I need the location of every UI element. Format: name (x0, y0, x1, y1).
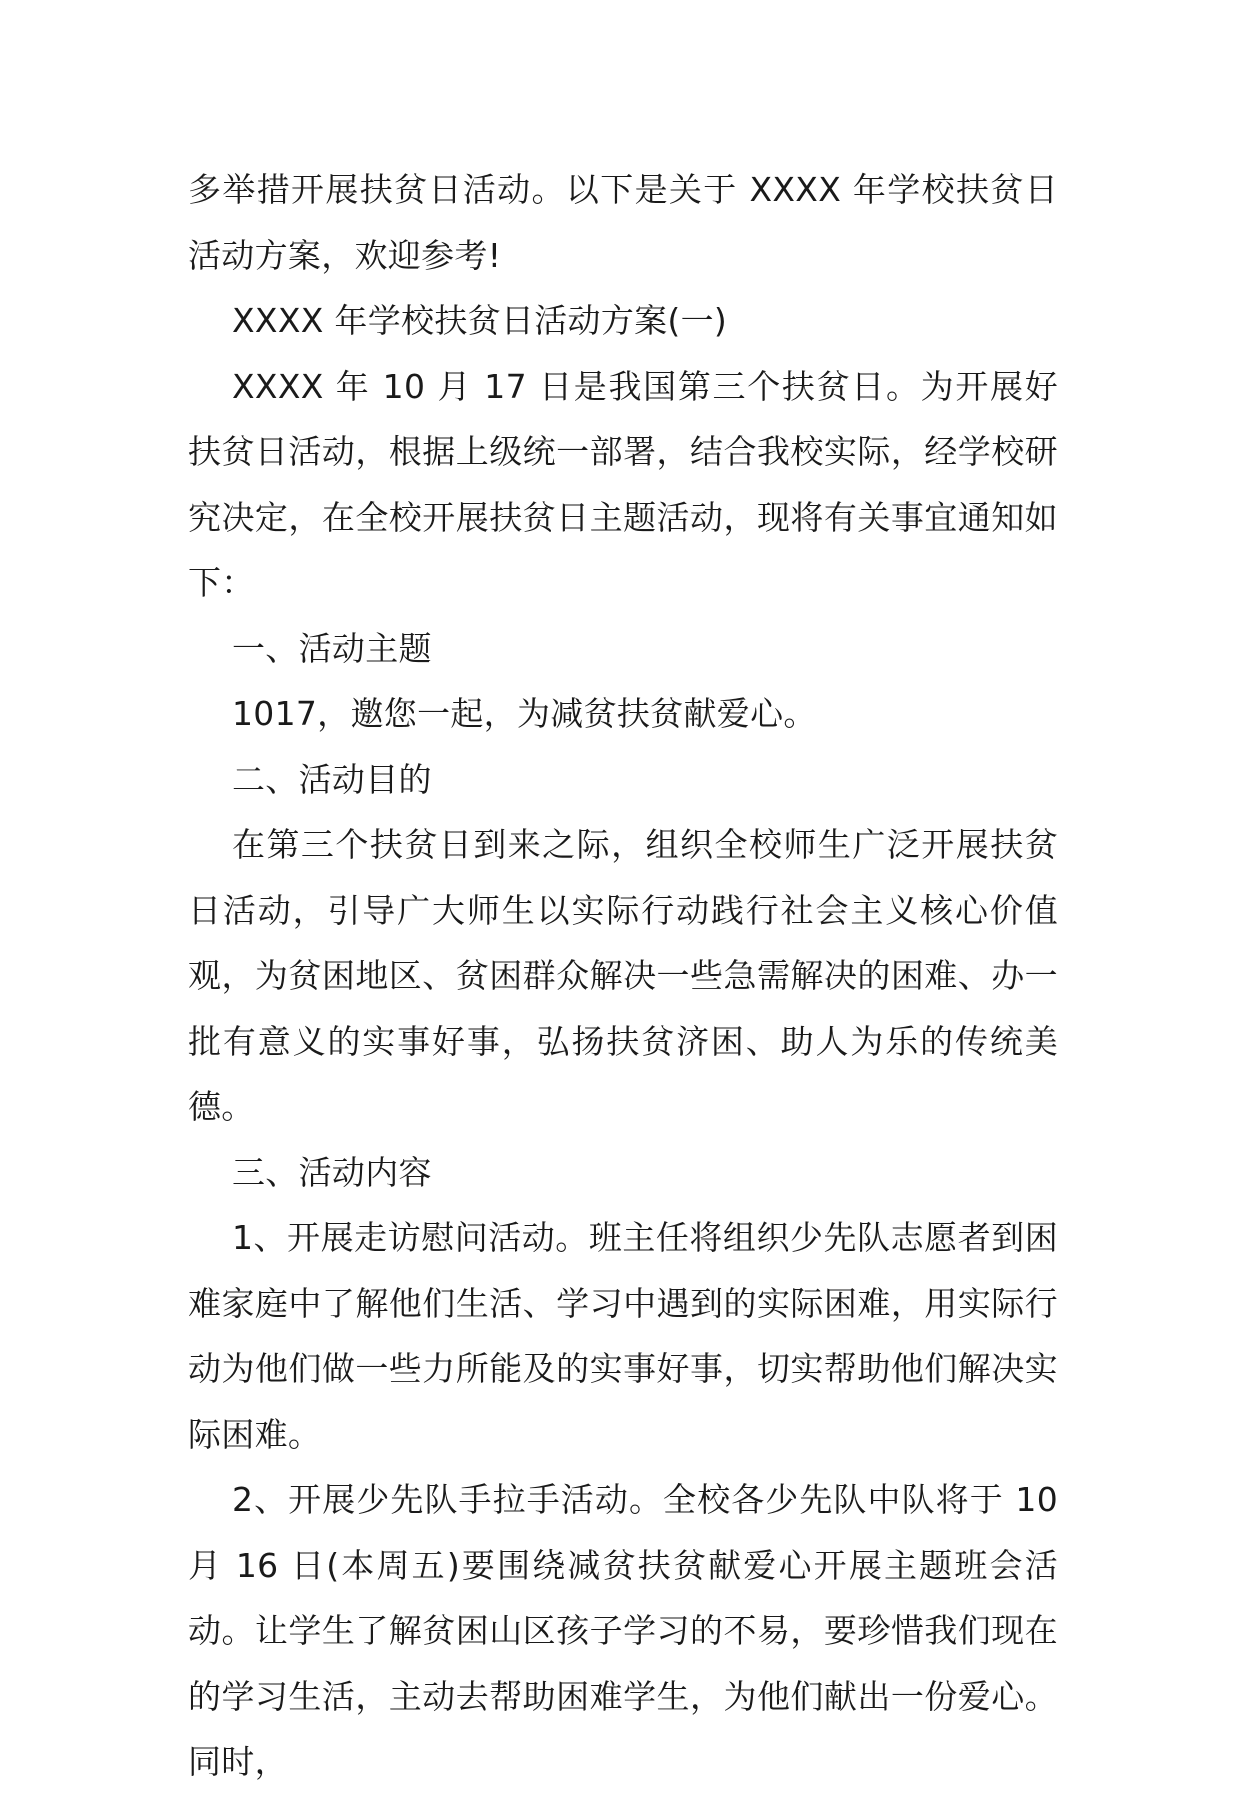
paragraph-notice: XXXX 年 10 月 17 日是我国第三个扶贫日。为开展好扶贫日活动，根据上级统一部署，结合我校实际，经学校研究决定，在全校开展扶贫日主题活动，现将有关事宜通知如下： (188, 366, 1058, 602)
section-title: XXXX 年学校扶贫日活动方案(一) (232, 301, 728, 340)
paragraph-intro: 多举措开展扶贫日活动。以下是关于 XXXX 年学校扶贫日活动方案，欢迎参考! (188, 170, 1058, 275)
paragraph-content-1: 1、开展走访慰问活动。班主任将组织少先队志愿者到困难家庭中了解他们生活、学习中遇到的实际困难，用实际行动为他们做一些力所能及的实事好事，切实帮助他们解决实际困难。 (188, 1218, 1058, 1454)
heading-theme: 一、活动主题 (232, 628, 432, 668)
heading-purpose: 二、活动目的 (232, 759, 432, 799)
paragraph-content-2: 2、开展少先队手拉手活动。全校各少先队中队将于 10 月 16 日(本周五)要围绕减贫扶贫献爱心开展主题班会活动。让学生了解贫困山区孩子学习的不易，要珍惜我们现在的学习生活，主动去帮助困难学生，为他们献出一份爱心。同时， (188, 1480, 1058, 1781)
paragraph-theme: 1017，邀您一起，为减贫扶贫献爱心。 (232, 694, 817, 733)
document-body (188, 157, 1058, 1795)
heading-content: 三、活动内容 (232, 1152, 432, 1192)
paragraph-purpose: 在第三个扶贫日到来之际，组织全校师生广泛开展扶贫日活动，引导广大师生以实际行动践行社会主义核心价值观，为贫困地区、贫困群众解决一些急需解决的困难、办一批有意义的实事好事，弘扬扶贫济困、助人为乐的传统美德。 (188, 825, 1058, 1126)
